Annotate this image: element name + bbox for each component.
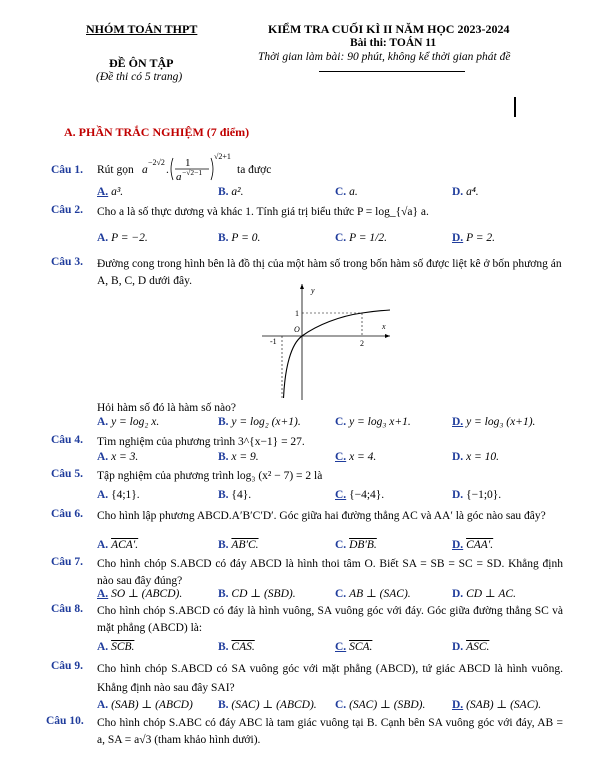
q9-option-d[interactable]: D. (SAB) ⊥ (SAC). (452, 699, 542, 711)
text-cursor (514, 97, 516, 117)
graph-x-label: x (382, 322, 386, 331)
q5-label: Câu 5. (51, 468, 83, 480)
q4-option-c[interactable]: C. x = 4. (335, 451, 377, 463)
graph-origin: O (294, 325, 300, 334)
q5-option-d[interactable]: D. {−1;0}. (452, 489, 502, 501)
q8-option-a[interactable]: A. SCB. (97, 641, 135, 653)
graph-tick-x: 2 (360, 339, 364, 348)
q6-option-b[interactable]: B. AB′C. (218, 539, 259, 551)
q2-option-a[interactable]: A. P = −2. (97, 232, 148, 244)
q3-text: Đường cong trong hình bên là đồ thị của một hàm số trong bốn hàm số được liệt kê ở bốn phương án A, B, C, D dưới đây. (97, 258, 562, 287)
q6-option-c[interactable]: C. DB′B. (335, 539, 377, 551)
q3-question: Hỏi hàm số đó là hàm số nào? (97, 402, 236, 414)
q4-label: Câu 4. (51, 434, 83, 446)
q5-option-b[interactable]: B. {4}. (218, 489, 252, 501)
q4-option-a[interactable]: A. x = 3. (97, 451, 139, 463)
q9-option-b[interactable]: B. (SAC) ⊥ (ABCD). (218, 699, 317, 711)
q1-formula (97, 150, 327, 184)
q8-text: Cho hình chóp S.ABCD có đáy là hình vuông, SA vuông góc với đáy. Góc giữa đường thẳng SC và mặt phẳng (ABCD) là: (97, 605, 563, 634)
q5-option-c[interactable]: C. {−4;4}. (335, 489, 385, 501)
q6-label: Câu 6. (51, 508, 83, 520)
q6-option-d[interactable]: D. CAA′. (452, 539, 494, 551)
q10-label: Câu 10. (46, 715, 84, 727)
q3-graph (262, 282, 392, 402)
exam-title: KIỂM TRA CUỐI KÌ II NĂM HỌC 2023-2024 (268, 22, 510, 36)
q2-text: Cho a là số thực dương và khác 1. Tính giá trị biểu thức P = log_{√a} a. (97, 206, 429, 218)
q5-text: Tập nghiệm của phương trình log₃ (x² − 7) = 2 là (97, 470, 323, 482)
graph-y-label: y (311, 286, 315, 295)
q1-option-a[interactable]: A. a³. (97, 186, 124, 198)
q2-option-b[interactable]: B. P = 0. (218, 232, 261, 244)
q7-text: Cho hình chóp S.ABCD có đáy ABCD là hình thoi tâm O. Biết SA = SB = SC = SD. Khẳng định nào sau đây đúng? (97, 558, 563, 587)
q4-option-b[interactable]: B. x = 9. (218, 451, 259, 463)
page-count: (Đề thi có 5 trang) (96, 71, 183, 83)
school-group: NHÓM TOÁN THPT (86, 22, 198, 36)
q9-option-a[interactable]: A. (SAB) ⊥ (ABCD) (97, 699, 193, 711)
q6-text: Cho hình lập phương ABCD.A′B′C′D′. Góc giữa hai đường thẳng AC và AA′ là góc nào sau đây? (97, 510, 546, 522)
q6-option-a[interactable]: A. ACA′. (97, 539, 139, 551)
q7-label: Câu 7. (51, 556, 83, 568)
q8-label: Câu 8. (51, 603, 83, 615)
q9-label: Câu 9. (51, 660, 83, 672)
section-heading: A. PHẦN TRẮC NGHIỆM (7 điểm) (64, 125, 250, 139)
q8-option-d[interactable]: D. ASC. (452, 641, 490, 653)
q8-option-c[interactable]: C. SCA. (335, 641, 373, 653)
q8-option-b[interactable]: B. CAS. (218, 641, 255, 653)
header-rule (319, 71, 465, 72)
q7-option-d[interactable]: D. CD ⊥ AC. (452, 588, 516, 600)
subject: Bài thi: TOÁN 11 (350, 37, 437, 49)
q2-option-d[interactable]: D. P = 2. (452, 232, 496, 244)
svg-text:Rút gọn: Rút gọn (97, 164, 134, 176)
q7-option-a[interactable]: A. SO ⊥ (ABCD). (97, 588, 183, 600)
q3-label: Câu 3. (51, 256, 83, 268)
svg-text:a: a (142, 164, 148, 176)
time-note: Thời gian làm bài: 90 phút, không kể thời gian phát đề (258, 51, 511, 63)
q7-option-c[interactable]: C. AB ⊥ (SAC). (335, 588, 411, 600)
q2-label: Câu 2. (51, 204, 83, 216)
svg-text:√2+1: √2+1 (214, 152, 231, 161)
q3-option-c[interactable]: C. y = log₃ x+1. (335, 416, 411, 428)
q1-option-c[interactable]: C. a. (335, 186, 358, 198)
q1-label: Câu 1. (51, 164, 83, 176)
q10-text: Cho hình chóp S.ABC có đáy ABC là tam giác vuông tại B. Cạnh bên SA vuông góc với đáy, AB = a, SA = a√3 (tham khảo hình dưới). (97, 717, 563, 746)
graph-tick-neg: -1 (270, 337, 277, 346)
svg-text:.: . (166, 164, 169, 176)
q1-option-b[interactable]: B. a². (218, 186, 244, 198)
q3-option-a[interactable]: A. y = log₂ x. (97, 416, 160, 428)
doc-type: ĐỀ ÔN TẬP (109, 56, 174, 70)
svg-text:−√2−1: −√2−1 (182, 168, 203, 177)
q7-option-b[interactable]: B. CD ⊥ (SBD). (218, 588, 296, 600)
q9-text: Cho hình chóp S.ABCD có SA vuông góc với mặt phẳng (ABCD), tứ giác ABCD là hình vuông. Khẳng định nào sau đây SAI? (97, 663, 563, 694)
q9-option-c[interactable]: C. (SAC) ⊥ (SBD). (335, 699, 426, 711)
q3-option-d[interactable]: D. y = log₃ (x+1). (452, 416, 536, 428)
q2-option-c[interactable]: C. P = 1/2. (335, 232, 387, 244)
q4-option-d[interactable]: D. x = 10. (452, 451, 500, 463)
graph-tick-y: 1 (295, 309, 299, 318)
q3-option-b[interactable]: B. y = log₂ (x+1). (218, 416, 301, 428)
q4-text: Tìm nghiệm của phương trình 3^{x−1} = 27. (97, 436, 305, 448)
svg-text:ta được: ta được (237, 164, 272, 176)
svg-text:1: 1 (185, 157, 191, 169)
q5-option-a[interactable]: A. {4;1}. (97, 489, 140, 501)
svg-text:a: a (176, 171, 182, 183)
svg-text:−2√2: −2√2 (148, 158, 165, 167)
q1-text (97, 150, 563, 182)
q1-option-d[interactable]: D. a⁴. (452, 186, 479, 198)
